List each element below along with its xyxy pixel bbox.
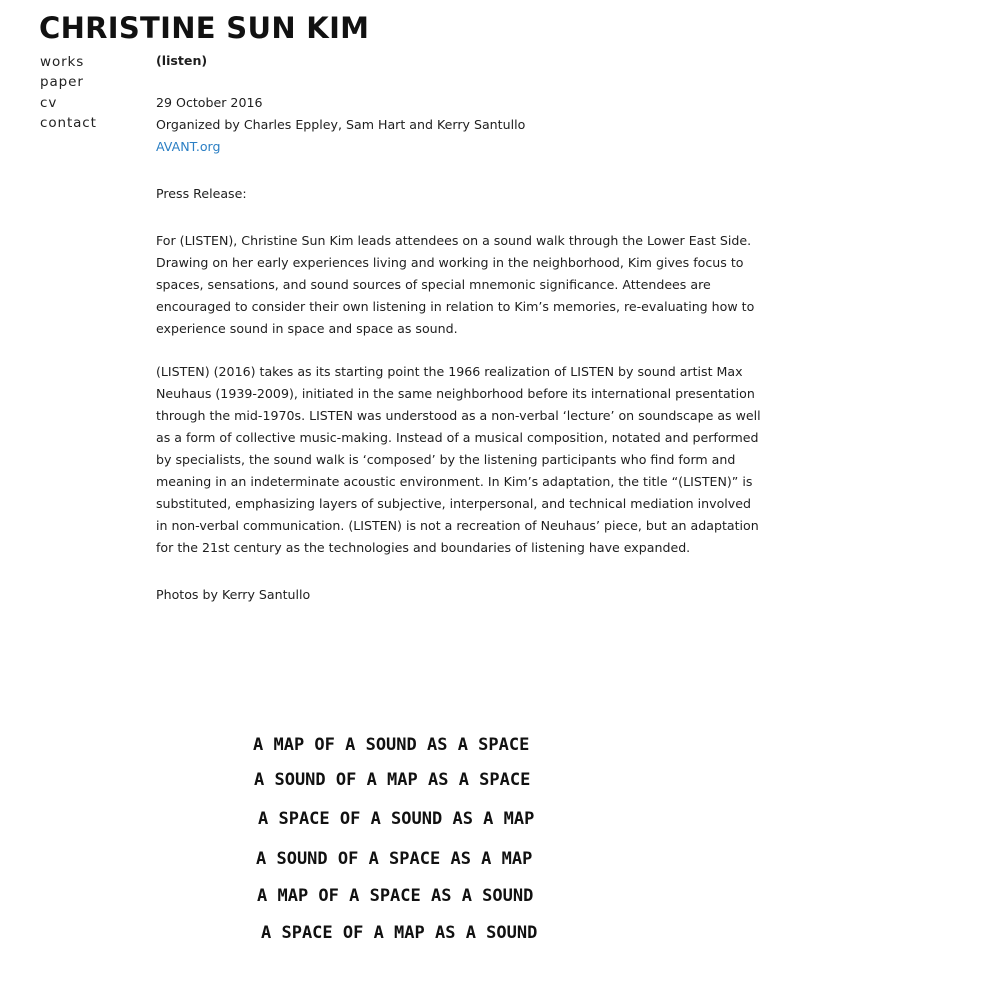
press-paragraph-2: (LISTEN) (2016) takes as its starting point the 1966 realization of LISTEN by sound artist Max Neuhaus (1939-2009), initiated in the same neighborhood before its international presentation through the mid-1970s. LISTEN was understood as a non-verbal ‘lecture’ on soundscape as well as a form of collective music-making. Instead of a musical composition, notated and performed by specialists, the sound walk is ‘composed’ by the listening participants who find form and meaning in an indeterminate acoustic environment. In Kim’s adaptation, the title “(LISTEN)” is substituted, emphasizing layers of subjective, interpersonal, and technical mediation involved in non-verbal communication. (LISTEN) is not a recreation of Neuhaus’ piece, but an adaptation for the 21st century as the technologies and boundaries of listening have expanded.: [156, 364, 761, 555]
handwritten-artwork-image: [250, 726, 750, 956]
artwork-line: A MAP OF A SPACE AS A SOUND: [257, 886, 534, 906]
avant-link[interactable]: AVANT.org: [156, 139, 221, 155]
handwritten-text-svg: [250, 726, 750, 956]
site-title[interactable]: CHRISTINE SUN KIM: [39, 11, 370, 45]
artwork-line: A SOUND OF A MAP AS A SPACE: [254, 770, 531, 790]
artwork-line: A MAP OF A SOUND AS A SPACE: [253, 735, 530, 755]
press-release-label: Press Release:: [156, 186, 247, 202]
nav-item-paper[interactable]: paper: [40, 74, 84, 91]
work-title: (listen): [156, 53, 208, 68]
work-content: [156, 50, 766, 605]
organizers-text: Organized by Charles Eppley, Sam Hart and Kerry Santullo: [156, 117, 526, 133]
nav-item-contact[interactable]: contact: [40, 114, 97, 131]
event-date: 29 October 2016: [156, 95, 263, 111]
artwork-line: A SPACE OF A MAP AS A SOUND: [261, 923, 538, 943]
nav-item-cv[interactable]: cv: [40, 94, 58, 111]
artwork-line: A SPACE OF A SOUND AS A MAP: [258, 809, 535, 829]
nav-item-works[interactable]: works: [40, 54, 85, 70]
artwork-line: A SOUND OF A SPACE AS A MAP: [256, 849, 533, 869]
press-paragraph-1: For (LISTEN), Christine Sun Kim leads attendees on a sound walk through the Lower East Side. Drawing on her early experiences living and working in the neighborhood, Kim gives focus to spaces, sensations, and sound sources of special mnemonic significance. Attendees are encouraged to consider their own listening in relation to Kim’s memories, re-evaluating how to experience sound in space and space as sound.: [156, 232, 755, 336]
main-nav: [40, 52, 140, 133]
photo-credit: Photos by Kerry Santullo: [156, 586, 311, 602]
